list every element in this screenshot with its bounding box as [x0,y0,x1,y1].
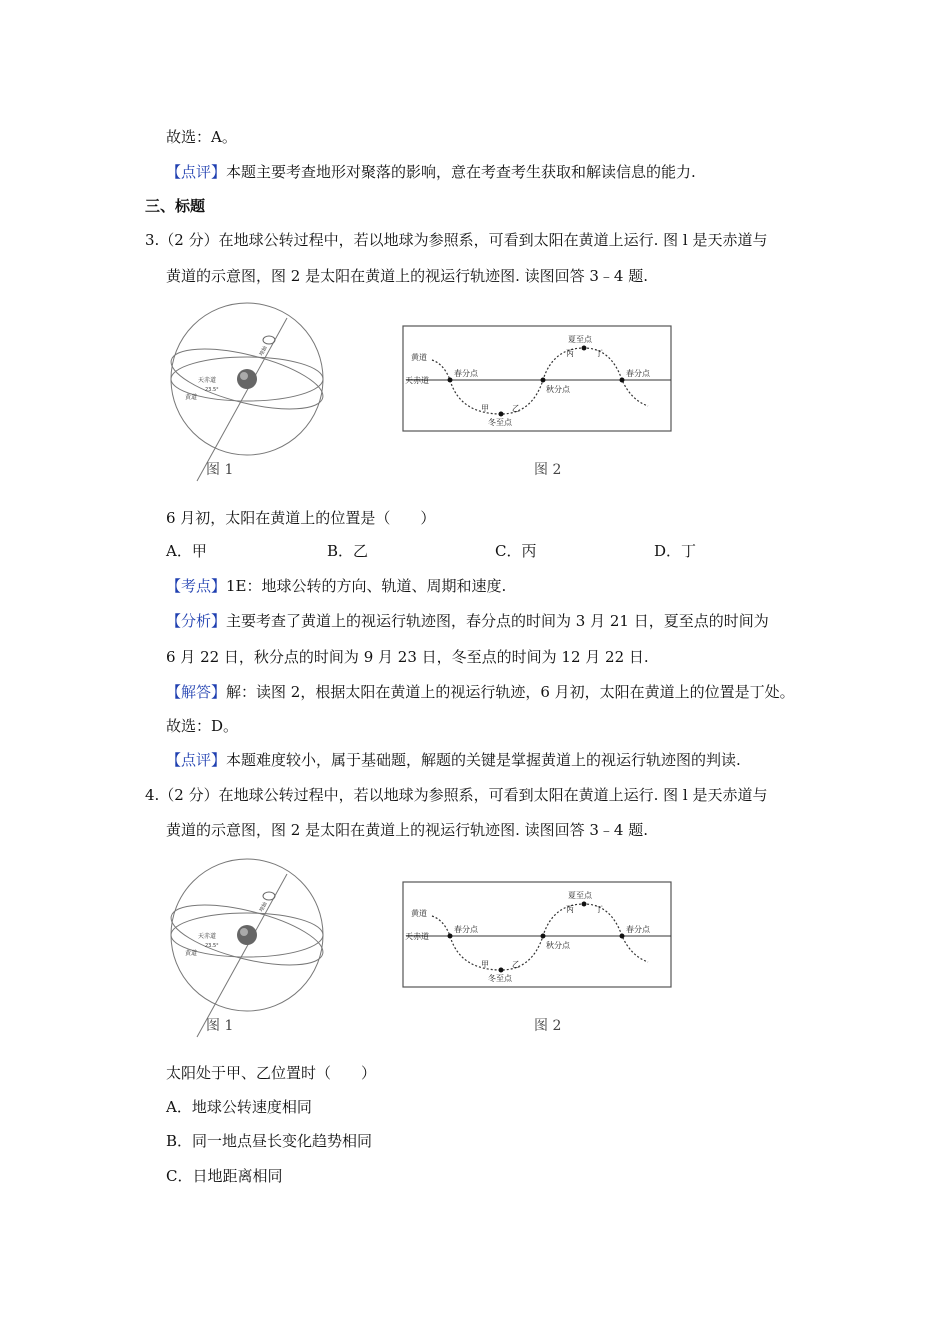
q3-answer-line: 故选：D。 [166,717,239,735]
review-tag: 【点评】 [166,163,227,181]
fig2-caption: 图 2 [534,462,562,478]
fig1-label-ecliptic-2: 黄道 [185,950,198,957]
fig2-label-winter: 冬至点 [488,418,512,427]
fig2-label-jia-2: 甲 [481,960,489,969]
q4-figure [160,852,680,1042]
q3-option-d[interactable]: D．丁 [654,542,697,560]
q3-question: 6 月初，太阳在黄道上的位置是（ ） [166,509,436,527]
q3-stem-line2: 黄道的示意图，图 2 是太阳在黄道上的视运行轨迹图. 读图回答 3﹣4 题. [166,267,649,285]
fig1-label-axis-2: 地轴 [258,901,269,913]
q4-option-b[interactable]: B．同一地点昼长变化趋势相同 [166,1132,373,1150]
fig2-label-spring2: 春分点 [626,369,650,378]
fig2-label-spring-2: 春分点 [454,925,478,934]
fig2-label-bing: 丙 [566,349,574,358]
fig2-label-summer: 夏至点 [568,335,592,344]
fig2-point-winter [499,412,504,417]
fig2-label-ding: 丁 [595,349,603,358]
q3-option-c[interactable]: C．丙 [495,542,537,560]
answer-line: 故选：A。 [166,128,237,146]
fig2-point-winter-2 [499,968,504,973]
q3-fenxi-line1 [166,611,769,631]
fig1-label-angle: 23.5° [205,387,219,393]
fig1-label-angle-2: 23.5° [205,943,219,949]
section-heading: 三、标题 [145,197,206,215]
kaodian-text: 1E：地球公转的方向、轨道、周期和速度. [226,577,507,595]
fig2-label-ecliptic: 黄道 [411,353,427,362]
fig2-trajectory-2 [403,882,671,987]
fig2-point-autumn-2 [541,934,546,939]
q3-review-line [166,750,741,770]
q3-option-b[interactable]: B．乙 [327,542,369,560]
q4-option-a[interactable]: A．地球公转速度相同 [166,1098,312,1116]
fig2-label-autumn-2: 秋分点 [546,941,570,950]
fig2-label-ecliptic-2: 黄道 [411,909,427,918]
q3-review-text: 本题难度较小，属于基础题，解题的关键是掌握黄道上的视运行轨迹图的判读. [226,751,741,769]
kaodian-tag: 【考点】 [166,577,227,595]
fig1-caption: 图 1 [206,462,234,478]
fig2-point-spring-2 [448,934,453,939]
jieda-tag: 【解答】 [166,683,227,701]
fig2-label-bing-2: 丙 [566,905,574,914]
fig2-point-summer [582,346,587,351]
fig2-label-equator: 天赤道 [405,376,429,385]
fig2-point-spring2 [620,378,625,383]
fig2-label-yi: 乙 [512,404,520,413]
q3-review-tag: 【点评】 [166,751,227,769]
review-line [166,162,696,182]
q3-figure [160,296,680,486]
fig2-label-summer-2: 夏至点 [568,891,592,900]
fig2-point-autumn [541,378,546,383]
q4-question: 太阳处于甲、乙位置时（ ） [166,1064,377,1082]
fig2-label-ding-2: 丁 [595,905,603,914]
fig2-label-jia: 甲 [481,404,489,413]
q4-option-c[interactable]: C．日地距离相同 [166,1167,283,1185]
fig2-point-summer-2 [582,902,587,907]
fig1-label-equator: 天赤道 [198,377,217,384]
q4-stem-line1: 4.（2 分）在地球公转过程中，若以地球为参照系，可看到太阳在黄道上运行. 图 l 是天赤道与 [145,786,768,804]
fig2-label-equator-2: 天赤道 [405,932,429,941]
fig1-label-axis: 地轴 [258,345,269,357]
q3-option-a[interactable]: A．甲 [166,542,207,560]
fig2-label-winter-2: 冬至点 [488,974,512,983]
q3-jieda-line [166,682,795,702]
fig1-label-ecliptic: 黄道 [185,394,198,401]
q3-stem-line1: 3.（2 分）在地球公转过程中，若以地球为参照系，可看到太阳在黄道上运行. 图 l 是天赤道与 [145,231,768,249]
fig2-caption-2: 图 2 [534,1018,562,1034]
fig2-label-autumn: 秋分点 [546,385,570,394]
q3-fenxi-line2: 6 月 22 日，秋分点的时间为 9 月 23 日，冬至点的时间为 12 月 22 日. [166,648,649,666]
q4-figure-svg [160,852,680,1042]
jieda-text: 解：读图 2，根据太阳在黄道上的视运行轨迹，6 月初，太阳在黄道上的位置是丁处。 [226,683,795,701]
fig2-label-spring2-2: 春分点 [626,925,650,934]
q4-stem-line2: 黄道的示意图，图 2 是太阳在黄道上的视运行轨迹图. 读图回答 3﹣4 题. [166,821,649,839]
fig1-celestial-sphere [166,303,329,481]
fenxi-text1: 主要考查了黄道上的视运行轨迹图，春分点的时间为 3 月 21 日，夏至点的时间为 [226,612,769,630]
q3-figure-svg [160,296,680,486]
fenxi-tag: 【分析】 [166,612,227,630]
fig2-trajectory [403,326,671,431]
review-text: 本题主要考查地形对聚落的影响，意在考查考生获取和解读信息的能力. [226,163,696,181]
fig2-label-yi-2: 乙 [512,960,520,969]
fig2-label-spring: 春分点 [454,369,478,378]
fig1-label-equator-2: 天赤道 [198,933,217,940]
fig1-celestial-sphere-2 [166,859,329,1037]
q3-kaodian-line [166,576,506,596]
fig2-point-spring [448,378,453,383]
fig2-point-spring2-2 [620,934,625,939]
fig1-caption-2: 图 1 [206,1018,234,1034]
